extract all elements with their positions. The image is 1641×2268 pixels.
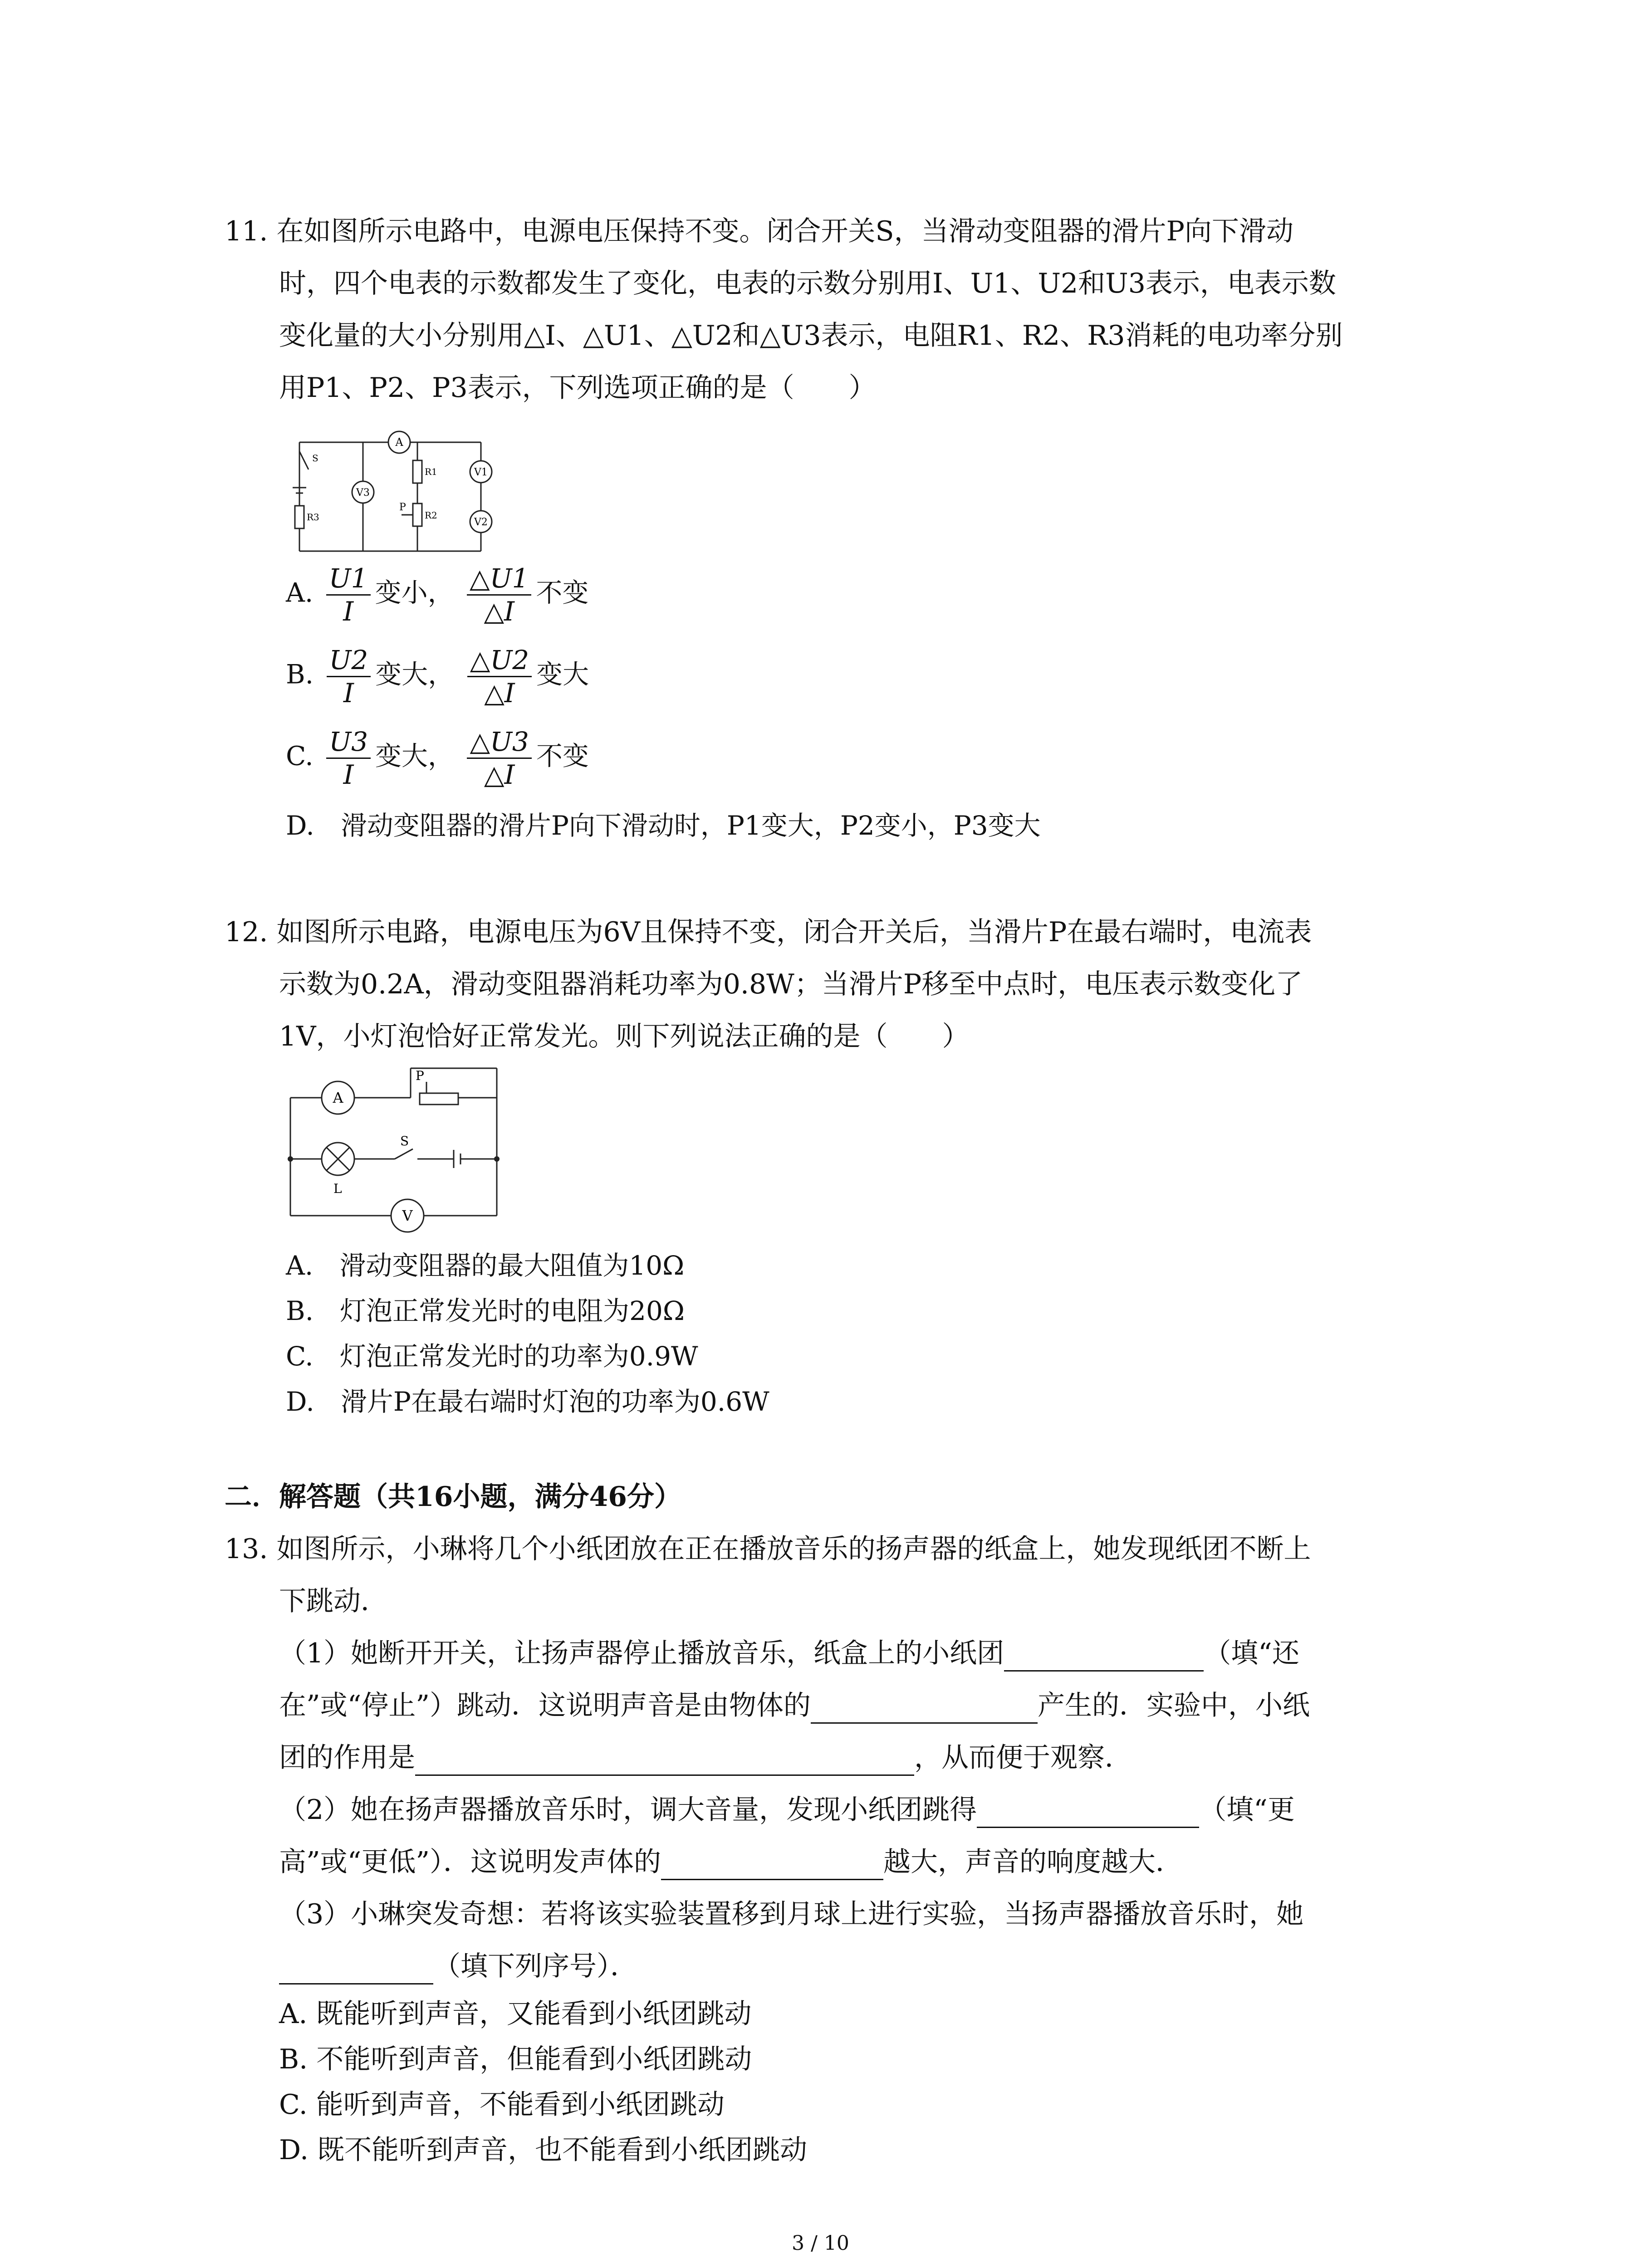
- q13-part1-line-1: （1）她断开开关，让扬声器停止播放音乐，纸盒上的小纸团 （填“还: [279, 1635, 1299, 1672]
- q11-line-2: 时，四个电表的示数都发生了变化，电表的示数分别用I、U1、U2和U3表示，电表示数: [279, 268, 1336, 299]
- slider-label: P: [399, 502, 406, 513]
- v3-label: V3: [356, 487, 370, 499]
- ammeter-label: A: [333, 1089, 343, 1106]
- q11-line-4: 用P1、P2、P3表示，下列选项正确的是（ ）: [279, 372, 876, 404]
- q13-blank-1[interactable]: [1004, 1643, 1204, 1672]
- ammeter-label: A: [395, 436, 403, 449]
- q13-blank-3[interactable]: [415, 1747, 914, 1776]
- v1-label: V1: [474, 467, 488, 478]
- r1-label: R1: [425, 466, 437, 477]
- q13-option-a: A. 既能听到声音，又能看到小纸团跳动: [279, 1998, 752, 2030]
- r2-label: R2: [425, 510, 437, 521]
- q12-line-3: 1V，小灯泡恰好正常发光。则下列说法正确的是（ ）: [279, 1021, 970, 1052]
- q13-option-c: C. 能听到声音，不能看到小纸团跳动: [279, 2089, 725, 2121]
- q13-part1-line-2: 在”或“停止”）跳动．这说明声音是由物体的 产生的．实验中，小纸: [279, 1687, 1310, 1724]
- slider-label: P: [416, 1068, 424, 1083]
- q11-option-a: A. $\frac{U1}{I}$ 变小， $\frac{\triangle U1}{\triangle I}$ 不变: [286, 563, 589, 627]
- lamp-label: L: [333, 1181, 342, 1196]
- q13-part3-line-1: （3）小琳突发奇想：若将该实验装置移到月球上进行实验，当扬声器播放音乐时，她: [279, 1898, 1304, 1930]
- q13-part2-line-1: （2）她在扬声器播放音乐时，调大音量，发现小纸团跳得 （填“更: [279, 1792, 1295, 1828]
- q12-circuit-diagram: [281, 1064, 508, 1238]
- q11-line-3: 变化量的大小分别用△I、△U1、△U2和△U3表示，电阻R1、R2、R3消耗的电功率分别: [279, 320, 1343, 352]
- q13-option-d: D. 既不能听到声音，也不能看到小纸团跳动: [279, 2134, 808, 2166]
- q13-blank-5[interactable]: [661, 1852, 883, 1880]
- q12-line-2: 示数为0.2A，滑动变阻器消耗功率为0.8W；当滑片P移至中点时，电压表示数变化了: [279, 968, 1303, 1000]
- q13-line-1: 13. 如图所示，小琳将几个小纸团放在正在播放音乐的扬声器的纸盒上，她发现纸团不断上: [225, 1533, 1311, 1565]
- q13-part2-line-2: 高”或“更低”）．这说明发声体的 越大，声音的响度越大．: [279, 1844, 1183, 1880]
- page-number: 3 / 10: [792, 2232, 849, 2255]
- q13-line-2: 下跳动．: [279, 1585, 388, 1617]
- q11-option-d: D. 滑动变阻器的滑片P向下滑动时，P1变大，P2变小，P3变大: [286, 810, 1041, 841]
- r3-label: R3: [307, 512, 319, 523]
- q11-circuit-diagram: [281, 424, 495, 556]
- section-heading: 二．解答题（共16小题，满分46分）: [225, 1481, 681, 1513]
- q12-option-b: B. 灯泡正常发光时的电阻为20Ω: [286, 1295, 685, 1326]
- q11-option-b: B. $\frac{U2}{I}$ 变大， $\frac{\triangle U2}{\triangle I}$ 变大: [286, 645, 589, 709]
- q12-line-1: 12. 如图所示电路，电源电压为6V且保持不变，闭合开关后，当滑片P在最右端时，电流表: [225, 916, 1312, 948]
- switch-label: S: [400, 1134, 409, 1149]
- q13-part3-line-2: （填下列序号）．: [279, 1948, 637, 1984]
- q13-option-b: B. 不能听到声音，但能看到小纸团跳动: [279, 2043, 752, 2075]
- q13-blank-2[interactable]: [811, 1695, 1038, 1724]
- q11-line-1: 11. 在如图所示电路中，电源电压保持不变。闭合开关S，当滑动变阻器的滑片P向下滑动: [225, 215, 1293, 247]
- q13-blank-4[interactable]: [977, 1799, 1199, 1828]
- q12-option-a: A. 滑动变阻器的最大阻值为10Ω: [286, 1250, 685, 1281]
- q12-option-d: D. 滑片P在最右端时灯泡的功率为0.6W: [286, 1386, 769, 1417]
- q13-part1-line-3: 团的作用是 ，从而便于观察．: [279, 1740, 1132, 1776]
- v2-label: V2: [474, 517, 488, 528]
- q12-option-c: C. 灯泡正常发光时的功率为0.9W: [286, 1341, 698, 1372]
- switch-label: S: [312, 453, 318, 464]
- q13-blank-6[interactable]: [279, 1956, 433, 1984]
- q11-option-c: C. $\frac{U3}{I}$ 变大， $\frac{\triangle U3}{\triangle I}$ 不变: [286, 726, 589, 790]
- voltmeter-label: V: [402, 1207, 413, 1224]
